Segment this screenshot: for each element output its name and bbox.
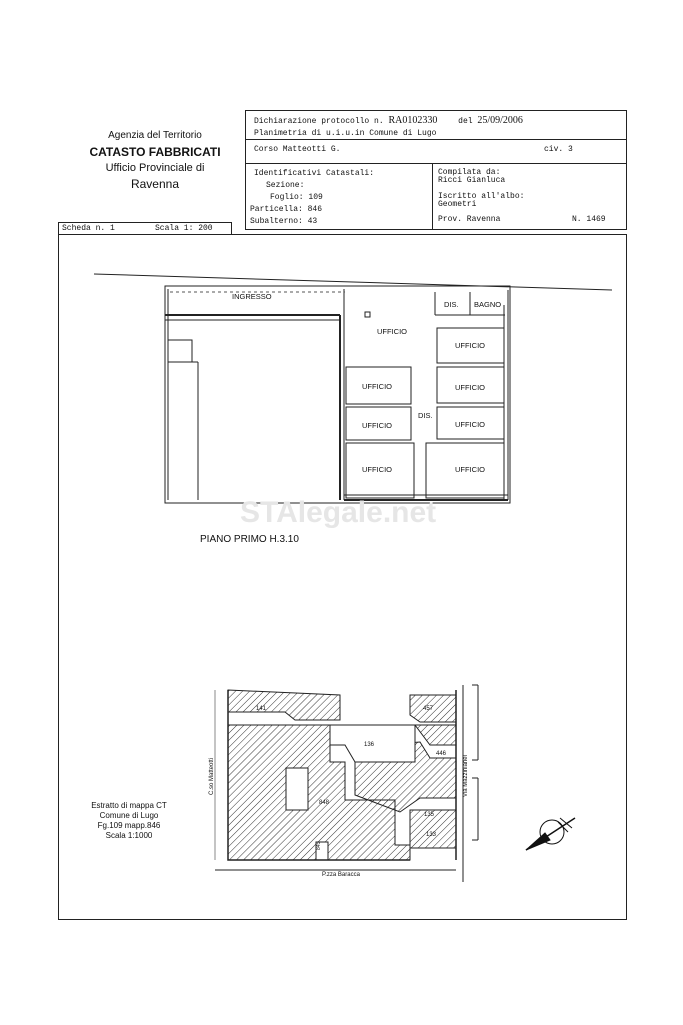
- parcel-135: 135: [424, 812, 435, 818]
- agency-line4: Ravenna: [130, 177, 180, 191]
- compass-icon: [526, 818, 575, 850]
- street-corso-matteotti: C.so Matteotti: [209, 757, 215, 795]
- subalterno-value: 43: [307, 217, 318, 226]
- room-ufficio-1: UFFICIO: [377, 327, 407, 336]
- parcel-446: 446: [436, 751, 447, 757]
- agency-line2: CATASTO FABBRICATI: [89, 145, 221, 159]
- protocol-number: RA0102330: [388, 115, 438, 126]
- room-ufficio-5: UFFICIO: [362, 421, 392, 430]
- scala-label: Scala 1: 200: [155, 224, 213, 233]
- parcel-141: 141: [256, 706, 267, 712]
- civ-text: civ. 3: [544, 145, 573, 154]
- estratto-line1: Estratto di mappa CT: [91, 801, 167, 810]
- room-ufficio-6: UFFICIO: [455, 420, 485, 429]
- parcel-845: 845: [316, 841, 322, 850]
- scheda-label: Scheda n. 1: [62, 224, 115, 233]
- room-ufficio-8: UFFICIO: [455, 465, 485, 474]
- agency-line1: Agenzia del Territorio: [108, 130, 202, 141]
- room-bagno: BAGNO: [474, 300, 502, 309]
- floor-label: PIANO PRIMO H.3.10: [200, 534, 299, 545]
- sezione-label: Sezione:: [266, 181, 305, 190]
- subalterno-label: Subalterno:: [250, 217, 303, 226]
- room-dis-1: DIS.: [444, 300, 459, 309]
- protocol-date: 25/09/2006: [477, 115, 523, 126]
- registration-number: N. 1469: [572, 215, 606, 224]
- declaration-label: Dichiarazione protocollo n.: [254, 117, 384, 126]
- iscritto-label: Iscritto all'albo:: [438, 192, 525, 201]
- room-ufficio-4: UFFICIO: [455, 383, 485, 392]
- parcel-848: 848: [319, 800, 330, 806]
- compilata-label: Compilata da:: [438, 168, 501, 177]
- estratto-line3: Fg.109 mapp.846: [97, 821, 161, 830]
- address-text: Corso Matteotti G.: [254, 145, 341, 154]
- piazza-label: P.zza Baracca: [322, 872, 360, 878]
- prov-text: Prov. Ravenna: [438, 215, 501, 224]
- room-ufficio-2: UFFICIO: [455, 341, 485, 350]
- room-ufficio-3: UFFICIO: [362, 382, 392, 391]
- parcel-457: 457: [423, 706, 434, 712]
- particella-value: 846: [307, 205, 323, 214]
- room-dis-2: DIS.: [418, 411, 433, 420]
- estratto-line2: Comune di Lugo: [99, 811, 159, 820]
- parcel-133: 133: [426, 832, 437, 838]
- room-ufficio-7: UFFICIO: [362, 465, 392, 474]
- parcel-136: 136: [364, 742, 375, 748]
- room-ingresso: INGRESSO: [232, 292, 272, 301]
- identifiers-title: Identificativi Catastali:: [254, 169, 375, 178]
- foglio-label: Foglio:: [270, 193, 304, 202]
- street-via-mazzini: Via Mazzinianei: [463, 755, 469, 797]
- albo-value: Geometri: [438, 200, 477, 209]
- agency-line3: Ufficio Provinciale di: [105, 162, 205, 174]
- map-extract-caption: [74, 801, 184, 841]
- watermark: STAlegale.net: [240, 496, 437, 529]
- planimetria-text: Planimetria di u.i.u.in Comune di Lugo: [254, 129, 437, 138]
- compiler-name: Ricci Gianluca: [438, 176, 506, 185]
- estratto-line4: Scala 1:1000: [105, 831, 153, 840]
- foglio-value: 109: [308, 193, 323, 202]
- particella-label: Particella:: [250, 205, 303, 214]
- date-label: del: [458, 117, 473, 126]
